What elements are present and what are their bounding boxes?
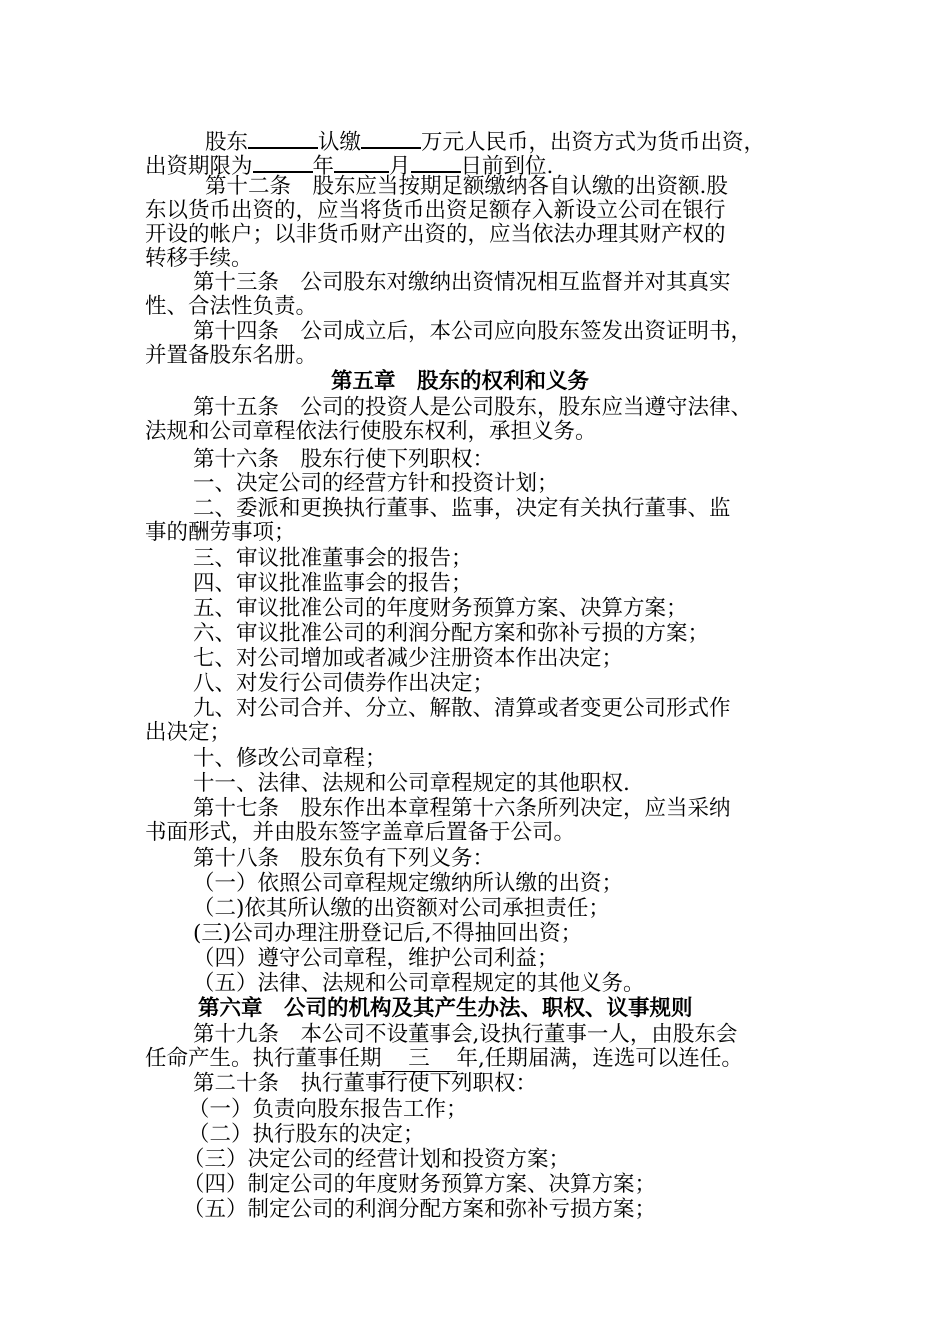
- paragraph-line: 开设的帐户；以非货币财产出资的，应当依法办理其财产权的: [145, 222, 726, 247]
- paragraph-line: 第十二条 股东应当按期足额缴纳各自认缴的出资额.股: [205, 174, 728, 199]
- text-segment: 年,任期届满，连选可以连任。: [456, 1046, 743, 1071]
- paragraph-line: 三、审议批准董事会的报告；: [193, 546, 473, 571]
- paragraph-line: (三)公司办理注册登记后,不得抽回出资；: [193, 921, 583, 946]
- paragraph-line: 第十九条 本公司不设董事会,设执行董事一人，由股东会: [193, 1022, 738, 1047]
- paragraph-line: 第十三条 公司股东对缴纳出资情况相互监督并对其真实: [193, 270, 731, 295]
- paragraph-line: （一）依照公司章程规定缴纳所认缴的出资；: [193, 871, 624, 896]
- paragraph-line: 书面形式，并由股东签字盖章后置备于公司。: [145, 820, 576, 845]
- text-segment: 认缴: [318, 130, 362, 155]
- fill-blank: [253, 151, 313, 173]
- text-segment: 股东: [205, 130, 249, 155]
- paragraph-line: 二、委派和更换执行董事、监事，决定有关执行董事、监: [193, 496, 731, 521]
- paragraph-line: 性、合法性负责。: [145, 294, 318, 319]
- paragraph-line: （二）执行股东的决定；: [188, 1122, 425, 1147]
- paragraph-line: （三）决定公司的经营计划和投资方案；: [183, 1147, 571, 1172]
- paragraph-line: 九、对公司合并、分立、解散、清算或者变更公司形式作: [193, 696, 731, 721]
- text-segment: 年: [312, 154, 335, 179]
- paragraph-line: 出决定；: [145, 720, 232, 745]
- paragraph-line: [205, 127, 766, 155]
- paragraph-line: 法规和公司章程依法行使股东权利，承担义务。: [145, 419, 597, 444]
- paragraph-line: 第十七条 股东作出本章程第十六条所列决定，应当采纳: [193, 796, 731, 821]
- paragraph-line: 八、对发行公司债券作出决定；: [193, 671, 495, 696]
- text-segment: 任命产生。执行董事任期: [145, 1046, 382, 1071]
- paragraph-line: （四）遵守公司章程，维护公司利益；: [193, 946, 559, 971]
- paragraph-line: 五、审议批准公司的年度财务预算方案、决算方案；: [193, 596, 688, 621]
- paragraph-line: 十、修改公司章程；: [193, 746, 387, 771]
- fill-blank: [411, 151, 461, 173]
- fill-blank: [248, 127, 318, 149]
- paragraph-line: 第十五条 公司的投资人是公司股东，股东应当遵守法律、: [193, 395, 753, 420]
- paragraph-line: 四、审议批准监事会的报告；: [193, 571, 473, 596]
- term-years-value: 三: [382, 1047, 457, 1072]
- paragraph-line: 第十八条 股东负有下列义务：: [193, 846, 495, 871]
- paragraph-line: （五）制定公司的利润分配方案和弥补亏损方案；: [183, 1197, 657, 1222]
- paragraph-line: 转移手续。: [145, 246, 253, 271]
- paragraph-line: 第二十条 执行董事行使下列职权：: [193, 1071, 538, 1096]
- paragraph-line: （五）法律、法规和公司章程规定的其他义务。: [193, 971, 645, 996]
- paragraph-line: 一、决定公司的经营方针和投资计划；: [193, 471, 559, 496]
- fill-blank: [334, 151, 389, 173]
- chapter-heading: 第五章 股东的权利和义务: [331, 369, 590, 394]
- text-segment: 出资期限为: [145, 154, 253, 179]
- text-segment: 日前到位.: [460, 154, 554, 179]
- paragraph-line: [145, 151, 554, 179]
- paragraph-line: 六、审议批准公司的利润分配方案和弥补亏损的方案；: [193, 621, 710, 646]
- paragraph-line: 并置备股东名册。: [145, 343, 318, 368]
- paragraph-line: （四）制定公司的年度财务预算方案、决算方案；: [183, 1172, 657, 1197]
- text-segment: 万元人民币，出资方式为货币出资，: [421, 130, 766, 155]
- chapter-heading: 第六章 公司的机构及其产生办法、职权、议事规则: [198, 996, 693, 1021]
- text-segment: 月: [389, 154, 411, 179]
- paragraph-line: 事的酬劳事项；: [145, 520, 296, 545]
- paragraph-line: （一）负责向股东报告工作；: [188, 1097, 468, 1122]
- paragraph-line: [145, 1047, 743, 1071]
- fill-blank: [361, 127, 421, 149]
- paragraph-line: 十一、法律、法规和公司章程规定的其他职权.: [193, 771, 630, 796]
- paragraph-line: （二)依其所认缴的出资额对公司承担责任；: [193, 896, 610, 921]
- paragraph-line: 东以货币出资的，应当将货币出资足额存入新设立公司在银行: [145, 198, 726, 223]
- paragraph-line: 七、对公司增加或者减少注册资本作出决定；: [193, 646, 624, 671]
- paragraph-line: 第十四条 公司成立后，本公司应向股东签发出资证明书，: [193, 319, 753, 344]
- paragraph-line: 第十六条 股东行使下列职权：: [193, 447, 495, 472]
